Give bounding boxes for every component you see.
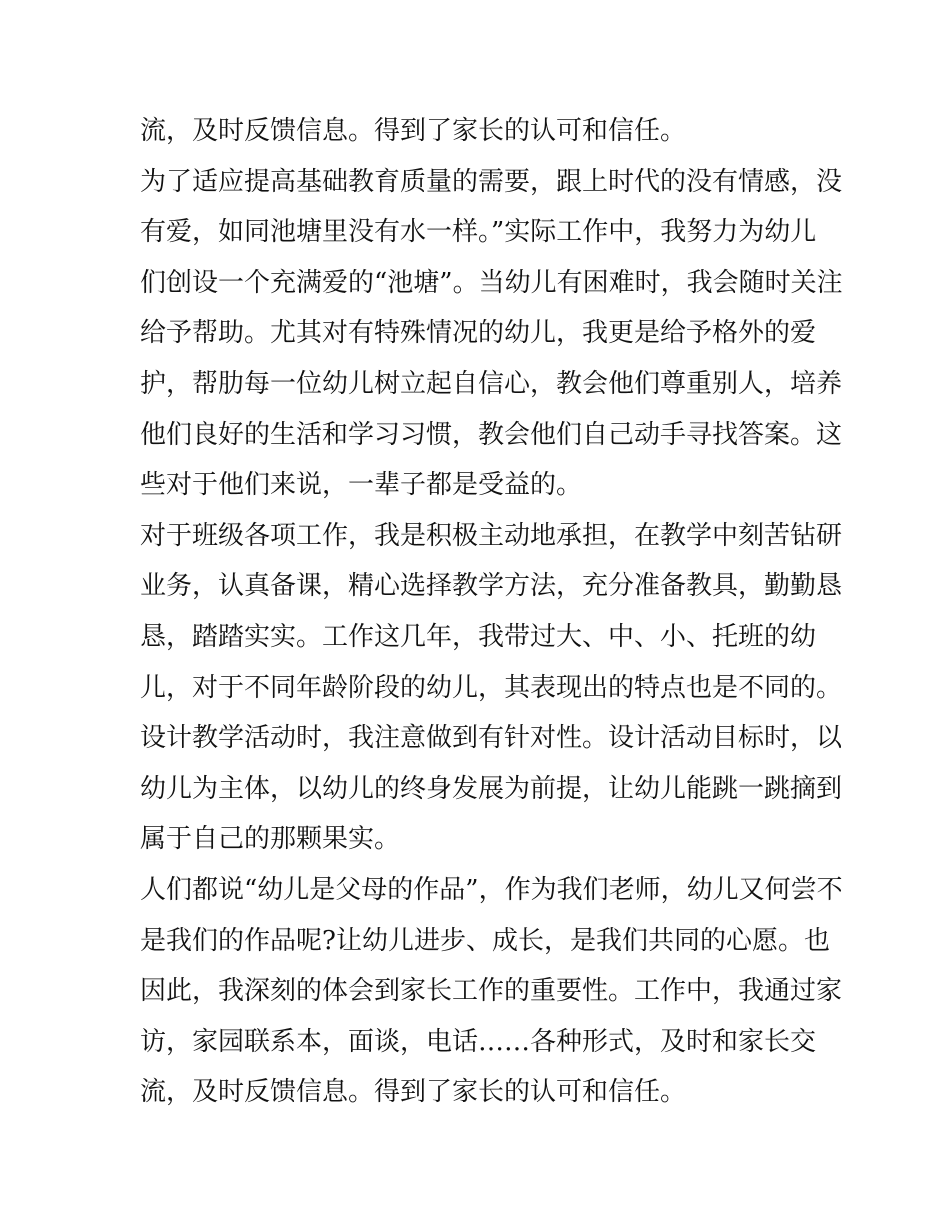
text-line: 护，帮肋每一位幼儿树立起自信心，教会他们尊重别人，培养 [140,368,843,399]
text-line: 对于班级各项工作，我是积极主动地承担，在教学中刻苦钻研 [140,520,843,551]
text-line: 他们良好的生活和学习习惯，教会他们自己动手寻找答案。这 [140,419,843,450]
document-body [140,106,843,1118]
text-line: 是我们的作品呢?让幼儿进步、成长，是我们共同的心愿。也 [140,925,830,956]
text-line: 流，及时反馈信息。得到了家长的认可和信任。 [140,116,687,146]
text-line: 流，及时反馈信息。得到了家长的认可和信任。 [140,1077,687,1108]
text-line: 儿，对于不同年龄阶段的幼儿，其表现出的特点也是不同的。 [140,672,843,703]
text-line: 有爱，如同池塘里没有水一样。”实际工作中，我努力为幼儿 [140,217,817,248]
text-line: 因此，我深刻的体会到家长工作的重要性。工作中，我通过家 [140,976,843,1007]
text-line: 幼儿为主体，以幼儿的终身发展为前提，让幼儿能跳一跳摘到 [140,773,843,804]
text-line: 们创设一个充满爱的“池塘”。当幼儿有困难时，我会随时关注 [140,267,843,298]
text-line: 些对于他们来说，一辈子都是受益的。 [140,470,583,501]
text-line: 业务，认真备课，精心选择教学方法，充分准备教具，勤勤恳 [140,571,843,602]
text-line: 设计教学活动时，我注意做到有针对性。设计活动目标时，以 [140,723,843,754]
text-line: 为了适应提高基础教育质量的需要，跟上时代的没有情感，没 [140,166,843,197]
text-line: 给予帮助。尤其对有特殊情况的幼儿，我更是给予格外的爱 [140,318,817,349]
text-line: 访，家园联系本，面谈，电话……各种形式，及时和家长交 [140,1026,817,1057]
text-line: 人们都说“幼儿是父母的作品”，作为我们老师，幼儿又何尝不 [140,874,843,905]
text-line: 属于自己的那颗果实。 [140,824,401,855]
text-line: 恳，踏踏实实。工作这几年，我带过大、中、小、托班的幼 [140,621,817,652]
